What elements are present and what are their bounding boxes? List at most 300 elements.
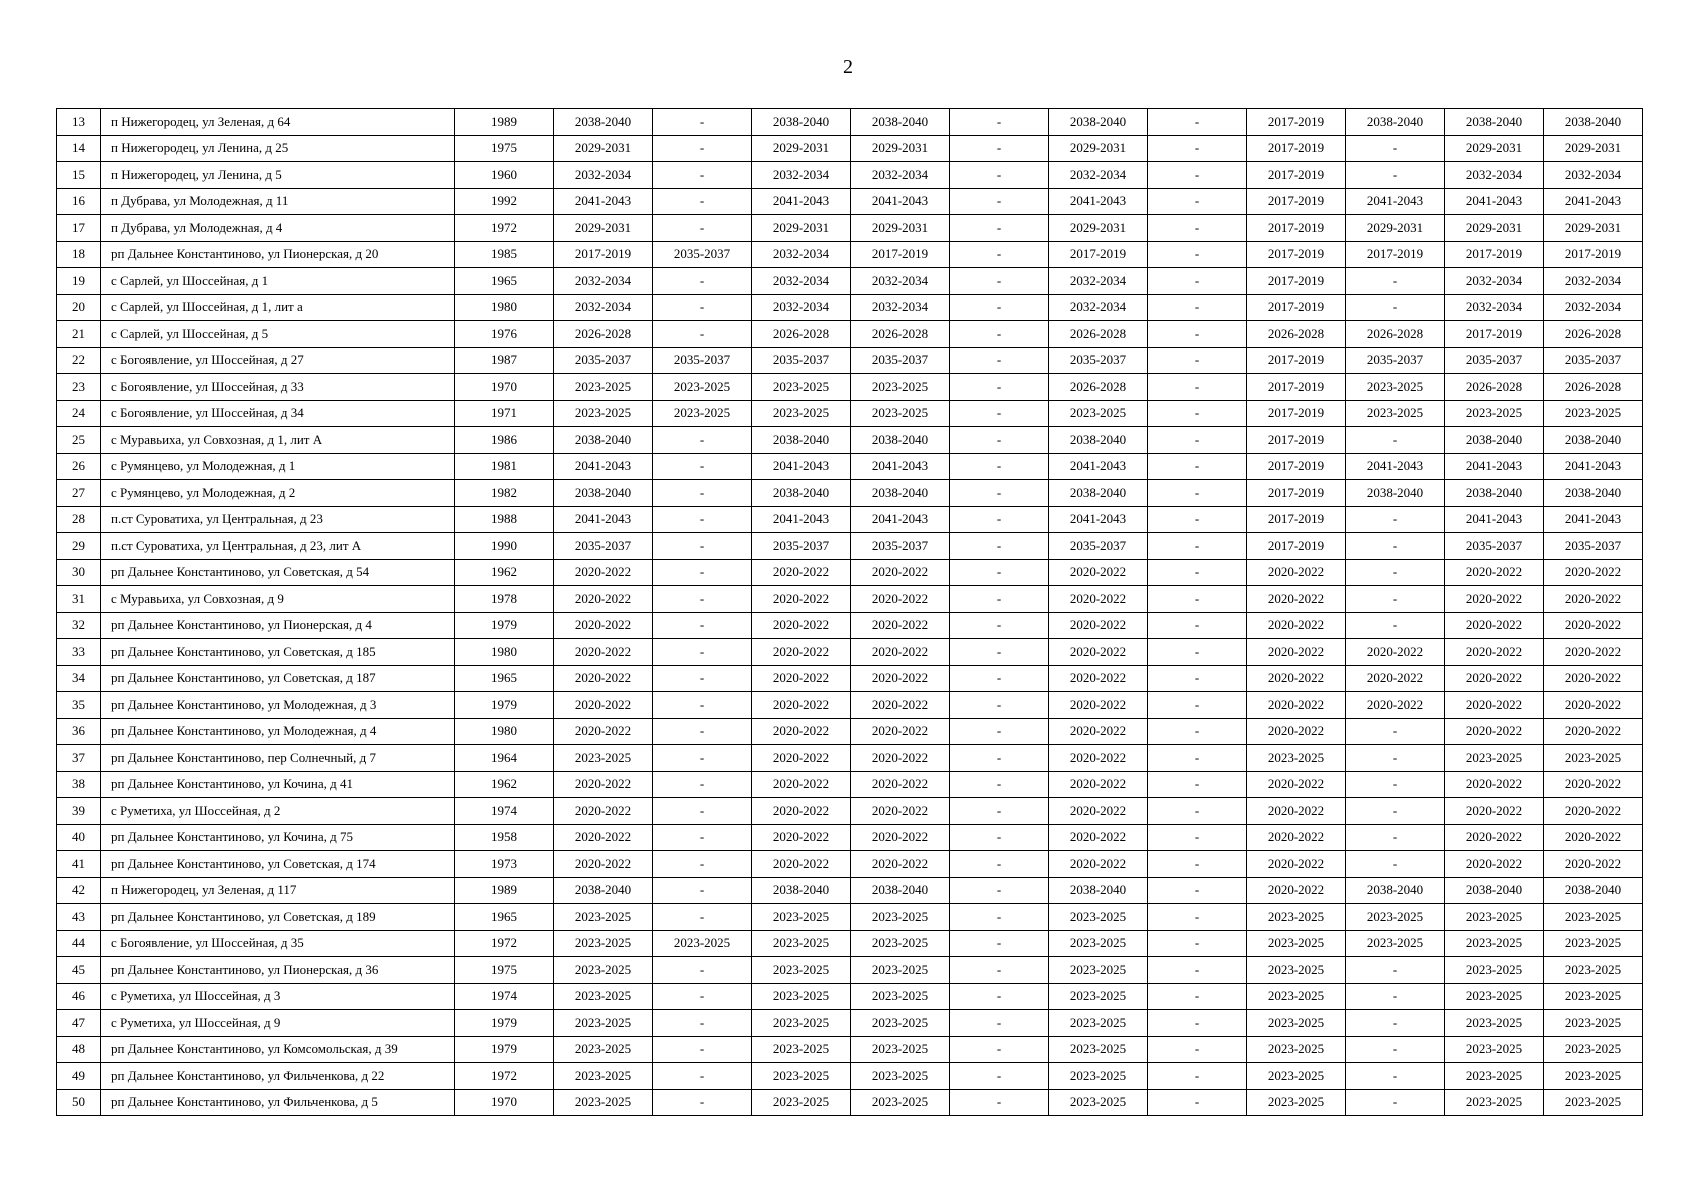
period-cell: 2023-2025 — [1247, 1010, 1346, 1037]
period-cell: 2023-2025 — [554, 983, 653, 1010]
year-built-cell: 1974 — [455, 798, 554, 825]
period-cell: - — [1148, 824, 1247, 851]
period-cell: 2017-2019 — [1247, 109, 1346, 136]
period-cell: 2023-2025 — [1544, 1036, 1643, 1063]
period-cell: 2020-2022 — [1445, 665, 1544, 692]
period-cell: 2023-2025 — [752, 904, 851, 931]
period-cell: - — [1148, 294, 1247, 321]
period-cell: 2032-2034 — [1445, 294, 1544, 321]
period-cell: - — [950, 718, 1049, 745]
period-cell: 2020-2022 — [851, 798, 950, 825]
row-number-cell: 25 — [57, 427, 101, 454]
period-cell: 2041-2043 — [554, 453, 653, 480]
period-cell: 2032-2034 — [1544, 162, 1643, 189]
period-cell: 2020-2022 — [1445, 771, 1544, 798]
period-cell: 2032-2034 — [851, 162, 950, 189]
period-cell: 2038-2040 — [1544, 109, 1643, 136]
table-row — [57, 188, 1643, 215]
period-cell: 2041-2043 — [1544, 506, 1643, 533]
period-cell: 2041-2043 — [1049, 506, 1148, 533]
period-cell: - — [653, 1063, 752, 1090]
period-cell: 2023-2025 — [1544, 745, 1643, 772]
address-cell: с Богоявление, ул Шоссейная, д 33 — [101, 374, 455, 401]
period-cell: 2038-2040 — [752, 877, 851, 904]
year-built-cell: 1981 — [455, 453, 554, 480]
row-number-cell: 14 — [57, 135, 101, 162]
period-cell: 2023-2025 — [1247, 1036, 1346, 1063]
period-cell: 2020-2022 — [1445, 639, 1544, 666]
address-cell: с Сарлей, ул Шоссейная, д 5 — [101, 321, 455, 348]
period-cell: 2020-2022 — [1247, 559, 1346, 586]
address-cell: с Руметиха, ул Шоссейная, д 2 — [101, 798, 455, 825]
table-row — [57, 109, 1643, 136]
period-cell: - — [1346, 268, 1445, 295]
period-cell: - — [1148, 559, 1247, 586]
period-cell: - — [1346, 824, 1445, 851]
table-row — [57, 904, 1643, 931]
row-number-cell: 34 — [57, 665, 101, 692]
period-cell: 2020-2022 — [1049, 586, 1148, 613]
table-row — [57, 506, 1643, 533]
period-cell: 2023-2025 — [554, 400, 653, 427]
address-cell: рп Дальнее Константиново, ул Кочина, д 75 — [101, 824, 455, 851]
period-cell: - — [1148, 798, 1247, 825]
period-cell: - — [1148, 215, 1247, 242]
period-cell: 2020-2022 — [752, 639, 851, 666]
period-cell: 2035-2037 — [1544, 347, 1643, 374]
period-cell: 2041-2043 — [1445, 453, 1544, 480]
period-cell: 2029-2031 — [851, 135, 950, 162]
address-cell: рп Дальнее Константиново, ул Молодежная, д 3 — [101, 692, 455, 719]
period-cell: 2035-2037 — [1544, 533, 1643, 560]
period-cell: 2041-2043 — [1346, 453, 1445, 480]
period-cell: - — [1346, 771, 1445, 798]
period-cell: - — [950, 665, 1049, 692]
period-cell: 2038-2040 — [1346, 480, 1445, 507]
row-number-cell: 28 — [57, 506, 101, 533]
address-cell: рп Дальнее Константиново, ул Пионерская, д 4 — [101, 612, 455, 639]
period-cell: 2026-2028 — [1544, 374, 1643, 401]
period-cell: 2017-2019 — [851, 241, 950, 268]
period-cell: 2032-2034 — [554, 162, 653, 189]
period-cell: - — [950, 639, 1049, 666]
period-cell: 2038-2040 — [1544, 877, 1643, 904]
period-cell: 2023-2025 — [851, 374, 950, 401]
period-cell: - — [1148, 347, 1247, 374]
year-built-cell: 1979 — [455, 1036, 554, 1063]
period-cell: - — [950, 586, 1049, 613]
period-cell: - — [1346, 1036, 1445, 1063]
period-cell: - — [950, 692, 1049, 719]
period-cell: 2020-2022 — [851, 824, 950, 851]
period-cell: 2020-2022 — [1049, 824, 1148, 851]
period-cell: - — [653, 586, 752, 613]
year-built-cell: 1976 — [455, 321, 554, 348]
period-cell: 2020-2022 — [1049, 851, 1148, 878]
address-cell: с Сарлей, ул Шоссейная, д 1, лит а — [101, 294, 455, 321]
year-built-cell: 1974 — [455, 983, 554, 1010]
address-cell: рп Дальнее Константиново, ул Пионерская, д 20 — [101, 241, 455, 268]
row-number-cell: 50 — [57, 1089, 101, 1116]
period-cell: - — [1148, 453, 1247, 480]
period-cell: 2017-2019 — [1049, 241, 1148, 268]
address-cell: с Богоявление, ул Шоссейная, д 35 — [101, 930, 455, 957]
row-number-cell: 21 — [57, 321, 101, 348]
period-cell: - — [950, 1010, 1049, 1037]
period-cell: 2023-2025 — [1049, 957, 1148, 984]
period-cell: 2020-2022 — [752, 771, 851, 798]
period-cell: 2023-2025 — [752, 930, 851, 957]
period-cell: 2017-2019 — [1247, 400, 1346, 427]
period-cell: 2020-2022 — [1544, 559, 1643, 586]
period-cell: - — [950, 877, 1049, 904]
period-cell: 2041-2043 — [1544, 188, 1643, 215]
period-cell: 2020-2022 — [752, 559, 851, 586]
period-cell: 2023-2025 — [554, 1063, 653, 1090]
period-cell: 2023-2025 — [1247, 957, 1346, 984]
period-cell: 2023-2025 — [752, 1010, 851, 1037]
period-cell: 2023-2025 — [1544, 1063, 1643, 1090]
period-cell: 2023-2025 — [1346, 904, 1445, 931]
period-cell: 2023-2025 — [752, 1036, 851, 1063]
period-cell: 2023-2025 — [851, 983, 950, 1010]
year-built-cell: 1960 — [455, 162, 554, 189]
period-cell: 2026-2028 — [1049, 321, 1148, 348]
period-cell: - — [653, 957, 752, 984]
year-built-cell: 1964 — [455, 745, 554, 772]
period-cell: 2020-2022 — [1445, 824, 1544, 851]
period-cell: - — [1148, 188, 1247, 215]
year-built-cell: 1972 — [455, 1063, 554, 1090]
period-cell: - — [950, 480, 1049, 507]
row-number-cell: 41 — [57, 851, 101, 878]
period-cell: 2020-2022 — [554, 718, 653, 745]
row-number-cell: 23 — [57, 374, 101, 401]
address-cell: рп Дальнее Константиново, ул Советская, д 54 — [101, 559, 455, 586]
period-cell: 2038-2040 — [1445, 109, 1544, 136]
table-row — [57, 1036, 1643, 1063]
period-cell: 2020-2022 — [1544, 824, 1643, 851]
period-cell: 2020-2022 — [1445, 692, 1544, 719]
table-row — [57, 268, 1643, 295]
period-cell: 2023-2025 — [1247, 930, 1346, 957]
period-cell: - — [1148, 771, 1247, 798]
table-row — [57, 639, 1643, 666]
period-cell: - — [1148, 1063, 1247, 1090]
period-cell: 2020-2022 — [1247, 877, 1346, 904]
period-cell: 2023-2025 — [554, 374, 653, 401]
address-cell: рп Дальнее Константиново, ул Кочина, д 41 — [101, 771, 455, 798]
period-cell: - — [653, 188, 752, 215]
year-built-cell: 1965 — [455, 268, 554, 295]
period-cell: - — [653, 824, 752, 851]
period-cell: 2020-2022 — [1544, 612, 1643, 639]
period-cell: 2020-2022 — [1544, 586, 1643, 613]
period-cell: 2020-2022 — [752, 851, 851, 878]
period-cell: - — [1346, 294, 1445, 321]
period-cell: - — [1346, 135, 1445, 162]
table-row — [57, 665, 1643, 692]
address-cell: с Руметиха, ул Шоссейная, д 3 — [101, 983, 455, 1010]
row-number-cell: 46 — [57, 983, 101, 1010]
table-row — [57, 771, 1643, 798]
period-cell: - — [1346, 1010, 1445, 1037]
period-cell: 2029-2031 — [1049, 135, 1148, 162]
table-row — [57, 215, 1643, 242]
year-built-cell: 1965 — [455, 904, 554, 931]
year-built-cell: 1989 — [455, 109, 554, 136]
period-cell: - — [1148, 692, 1247, 719]
period-cell: - — [1148, 109, 1247, 136]
table-row — [57, 400, 1643, 427]
period-cell: 2017-2019 — [1247, 427, 1346, 454]
period-cell: 2020-2022 — [1247, 771, 1346, 798]
period-cell: - — [1148, 957, 1247, 984]
period-cell: - — [950, 135, 1049, 162]
address-cell: с Муравьиха, ул Совхозная, д 9 — [101, 586, 455, 613]
period-cell: - — [950, 771, 1049, 798]
period-cell: - — [1346, 718, 1445, 745]
period-cell: - — [1148, 586, 1247, 613]
period-cell: - — [1346, 612, 1445, 639]
period-cell: 2023-2025 — [1544, 930, 1643, 957]
table-row — [57, 851, 1643, 878]
period-cell: - — [950, 506, 1049, 533]
period-cell: - — [1148, 1010, 1247, 1037]
period-cell: 2020-2022 — [1049, 639, 1148, 666]
year-built-cell: 1978 — [455, 586, 554, 613]
period-cell: - — [950, 321, 1049, 348]
period-cell: 2032-2034 — [1049, 162, 1148, 189]
period-cell: 2038-2040 — [1445, 427, 1544, 454]
period-cell: - — [1148, 639, 1247, 666]
period-cell: 2020-2022 — [1049, 745, 1148, 772]
period-cell: 2026-2028 — [1049, 374, 1148, 401]
period-cell: - — [653, 506, 752, 533]
period-cell: - — [653, 321, 752, 348]
period-cell: 2023-2025 — [554, 1036, 653, 1063]
period-cell: 2035-2037 — [1049, 533, 1148, 560]
period-cell: 2041-2043 — [851, 188, 950, 215]
period-cell: - — [950, 1089, 1049, 1116]
period-cell: - — [1148, 904, 1247, 931]
period-cell: 2020-2022 — [851, 851, 950, 878]
address-cell: п Нижегородец, ул Зеленая, д 64 — [101, 109, 455, 136]
period-cell: 2020-2022 — [554, 612, 653, 639]
period-cell: 2020-2022 — [1247, 718, 1346, 745]
address-cell: рп Дальнее Константиново, ул Советская, д 174 — [101, 851, 455, 878]
period-cell: 2041-2043 — [1049, 188, 1148, 215]
period-cell: 2023-2025 — [851, 400, 950, 427]
period-cell: 2023-2025 — [1049, 1010, 1148, 1037]
period-cell: - — [1148, 533, 1247, 560]
period-cell: 2038-2040 — [1445, 480, 1544, 507]
table-row — [57, 294, 1643, 321]
period-cell: - — [950, 162, 1049, 189]
table-row — [57, 321, 1643, 348]
period-cell: 2020-2022 — [851, 559, 950, 586]
period-cell: 2023-2025 — [653, 930, 752, 957]
table-row — [57, 559, 1643, 586]
period-cell: - — [950, 1063, 1049, 1090]
period-cell: 2038-2040 — [851, 427, 950, 454]
table-row — [57, 692, 1643, 719]
address-cell: с Муравьиха, ул Совхозная, д 1, лит А — [101, 427, 455, 454]
period-cell: 2038-2040 — [1346, 109, 1445, 136]
period-cell: - — [1346, 1063, 1445, 1090]
row-number-cell: 31 — [57, 586, 101, 613]
period-cell: 2020-2022 — [554, 851, 653, 878]
period-cell: - — [1148, 400, 1247, 427]
period-cell: 2035-2037 — [752, 533, 851, 560]
period-cell: - — [653, 135, 752, 162]
period-cell: 2038-2040 — [752, 480, 851, 507]
period-cell: 2023-2025 — [1247, 983, 1346, 1010]
table-row — [57, 480, 1643, 507]
period-cell: 2020-2022 — [752, 586, 851, 613]
period-cell: 2023-2025 — [554, 1089, 653, 1116]
period-cell: 2029-2031 — [1445, 215, 1544, 242]
period-cell: 2029-2031 — [1544, 215, 1643, 242]
period-cell: 2023-2025 — [1445, 957, 1544, 984]
period-cell: 2020-2022 — [1049, 771, 1148, 798]
period-cell: 2032-2034 — [554, 294, 653, 321]
period-cell: 2023-2025 — [752, 957, 851, 984]
period-cell: - — [653, 718, 752, 745]
period-cell: 2020-2022 — [554, 692, 653, 719]
row-number-cell: 18 — [57, 241, 101, 268]
period-cell: 2023-2025 — [752, 374, 851, 401]
period-cell: 2020-2022 — [851, 612, 950, 639]
table-row — [57, 983, 1643, 1010]
row-number-cell: 13 — [57, 109, 101, 136]
period-cell: - — [653, 162, 752, 189]
period-cell: 2038-2040 — [1445, 877, 1544, 904]
period-cell: 2023-2025 — [554, 957, 653, 984]
period-cell: 2029-2031 — [1346, 215, 1445, 242]
period-cell: 2020-2022 — [1445, 798, 1544, 825]
period-cell: 2041-2043 — [752, 506, 851, 533]
period-cell: 2020-2022 — [554, 586, 653, 613]
period-cell: - — [653, 639, 752, 666]
period-cell: 2020-2022 — [1247, 851, 1346, 878]
period-cell: 2023-2025 — [1544, 904, 1643, 931]
period-cell: - — [653, 1036, 752, 1063]
period-cell: - — [1148, 135, 1247, 162]
row-number-cell: 33 — [57, 639, 101, 666]
table-row — [57, 612, 1643, 639]
period-cell: 2023-2025 — [851, 957, 950, 984]
row-number-cell: 44 — [57, 930, 101, 957]
period-cell: 2020-2022 — [1445, 718, 1544, 745]
period-cell: 2020-2022 — [851, 665, 950, 692]
period-cell: - — [1148, 718, 1247, 745]
address-cell: рп Дальнее Константиново, ул Молодежная, д 4 — [101, 718, 455, 745]
period-cell: 2020-2022 — [1544, 692, 1643, 719]
period-cell: 2035-2037 — [851, 347, 950, 374]
period-cell: - — [653, 453, 752, 480]
row-number-cell: 24 — [57, 400, 101, 427]
address-cell: п Дубрава, ул Молодежная, д 11 — [101, 188, 455, 215]
period-cell: - — [950, 400, 1049, 427]
period-cell: 2032-2034 — [554, 268, 653, 295]
period-cell: 2035-2037 — [554, 533, 653, 560]
period-cell: 2020-2022 — [1346, 639, 1445, 666]
period-cell: 2023-2025 — [851, 1063, 950, 1090]
table-body — [57, 109, 1643, 1116]
period-cell: 2023-2025 — [752, 400, 851, 427]
page-number: 2 — [843, 56, 853, 78]
period-cell: 2023-2025 — [851, 1036, 950, 1063]
year-built-cell: 1989 — [455, 877, 554, 904]
year-built-cell: 1992 — [455, 188, 554, 215]
period-cell: 2020-2022 — [851, 745, 950, 772]
period-cell: - — [950, 374, 1049, 401]
period-cell: 2023-2025 — [752, 1089, 851, 1116]
period-cell: - — [950, 930, 1049, 957]
period-cell: 2038-2040 — [1544, 427, 1643, 454]
address-cell: с Румянцево, ул Молодежная, д 1 — [101, 453, 455, 480]
period-cell: 2020-2022 — [1544, 665, 1643, 692]
period-cell: - — [653, 109, 752, 136]
address-cell: рп Дальнее Константиново, ул Пионерская, д 36 — [101, 957, 455, 984]
period-cell: - — [653, 1089, 752, 1116]
period-cell: 2020-2022 — [1445, 612, 1544, 639]
period-cell: 2020-2022 — [1247, 798, 1346, 825]
period-cell: 2032-2034 — [752, 294, 851, 321]
period-cell: - — [653, 904, 752, 931]
address-cell: с Богоявление, ул Шоссейная, д 34 — [101, 400, 455, 427]
table-row — [57, 798, 1643, 825]
period-cell: 2017-2019 — [554, 241, 653, 268]
year-built-cell: 1988 — [455, 506, 554, 533]
year-built-cell: 1980 — [455, 294, 554, 321]
period-cell: 2020-2022 — [752, 824, 851, 851]
period-cell: 2020-2022 — [1346, 692, 1445, 719]
period-cell: - — [1148, 374, 1247, 401]
table-row — [57, 347, 1643, 374]
table-row — [57, 427, 1643, 454]
period-cell: 2026-2028 — [1445, 374, 1544, 401]
period-cell: 2035-2037 — [851, 533, 950, 560]
period-cell: 2017-2019 — [1247, 241, 1346, 268]
period-cell: - — [653, 480, 752, 507]
address-cell: п.ст Суроватиха, ул Центральная, д 23, лит А — [101, 533, 455, 560]
period-cell: 2023-2025 — [1445, 1063, 1544, 1090]
period-cell: 2032-2034 — [851, 268, 950, 295]
period-cell: 2023-2025 — [851, 904, 950, 931]
row-number-cell: 43 — [57, 904, 101, 931]
period-cell: - — [653, 692, 752, 719]
period-cell: - — [1148, 877, 1247, 904]
period-cell: 2023-2025 — [1346, 930, 1445, 957]
period-cell: 2023-2025 — [1544, 400, 1643, 427]
row-number-cell: 35 — [57, 692, 101, 719]
year-built-cell: 1980 — [455, 718, 554, 745]
period-cell: - — [653, 1010, 752, 1037]
period-cell: 2038-2040 — [851, 109, 950, 136]
period-cell: 2017-2019 — [1247, 506, 1346, 533]
period-cell: 2035-2037 — [1346, 347, 1445, 374]
period-cell: 2023-2025 — [554, 930, 653, 957]
period-cell: 2020-2022 — [1247, 824, 1346, 851]
period-cell: 2032-2034 — [1049, 294, 1148, 321]
period-cell: 2023-2025 — [1445, 930, 1544, 957]
year-built-cell: 1971 — [455, 400, 554, 427]
row-number-cell: 49 — [57, 1063, 101, 1090]
period-cell: 2017-2019 — [1247, 533, 1346, 560]
period-cell: 2023-2025 — [1544, 1089, 1643, 1116]
